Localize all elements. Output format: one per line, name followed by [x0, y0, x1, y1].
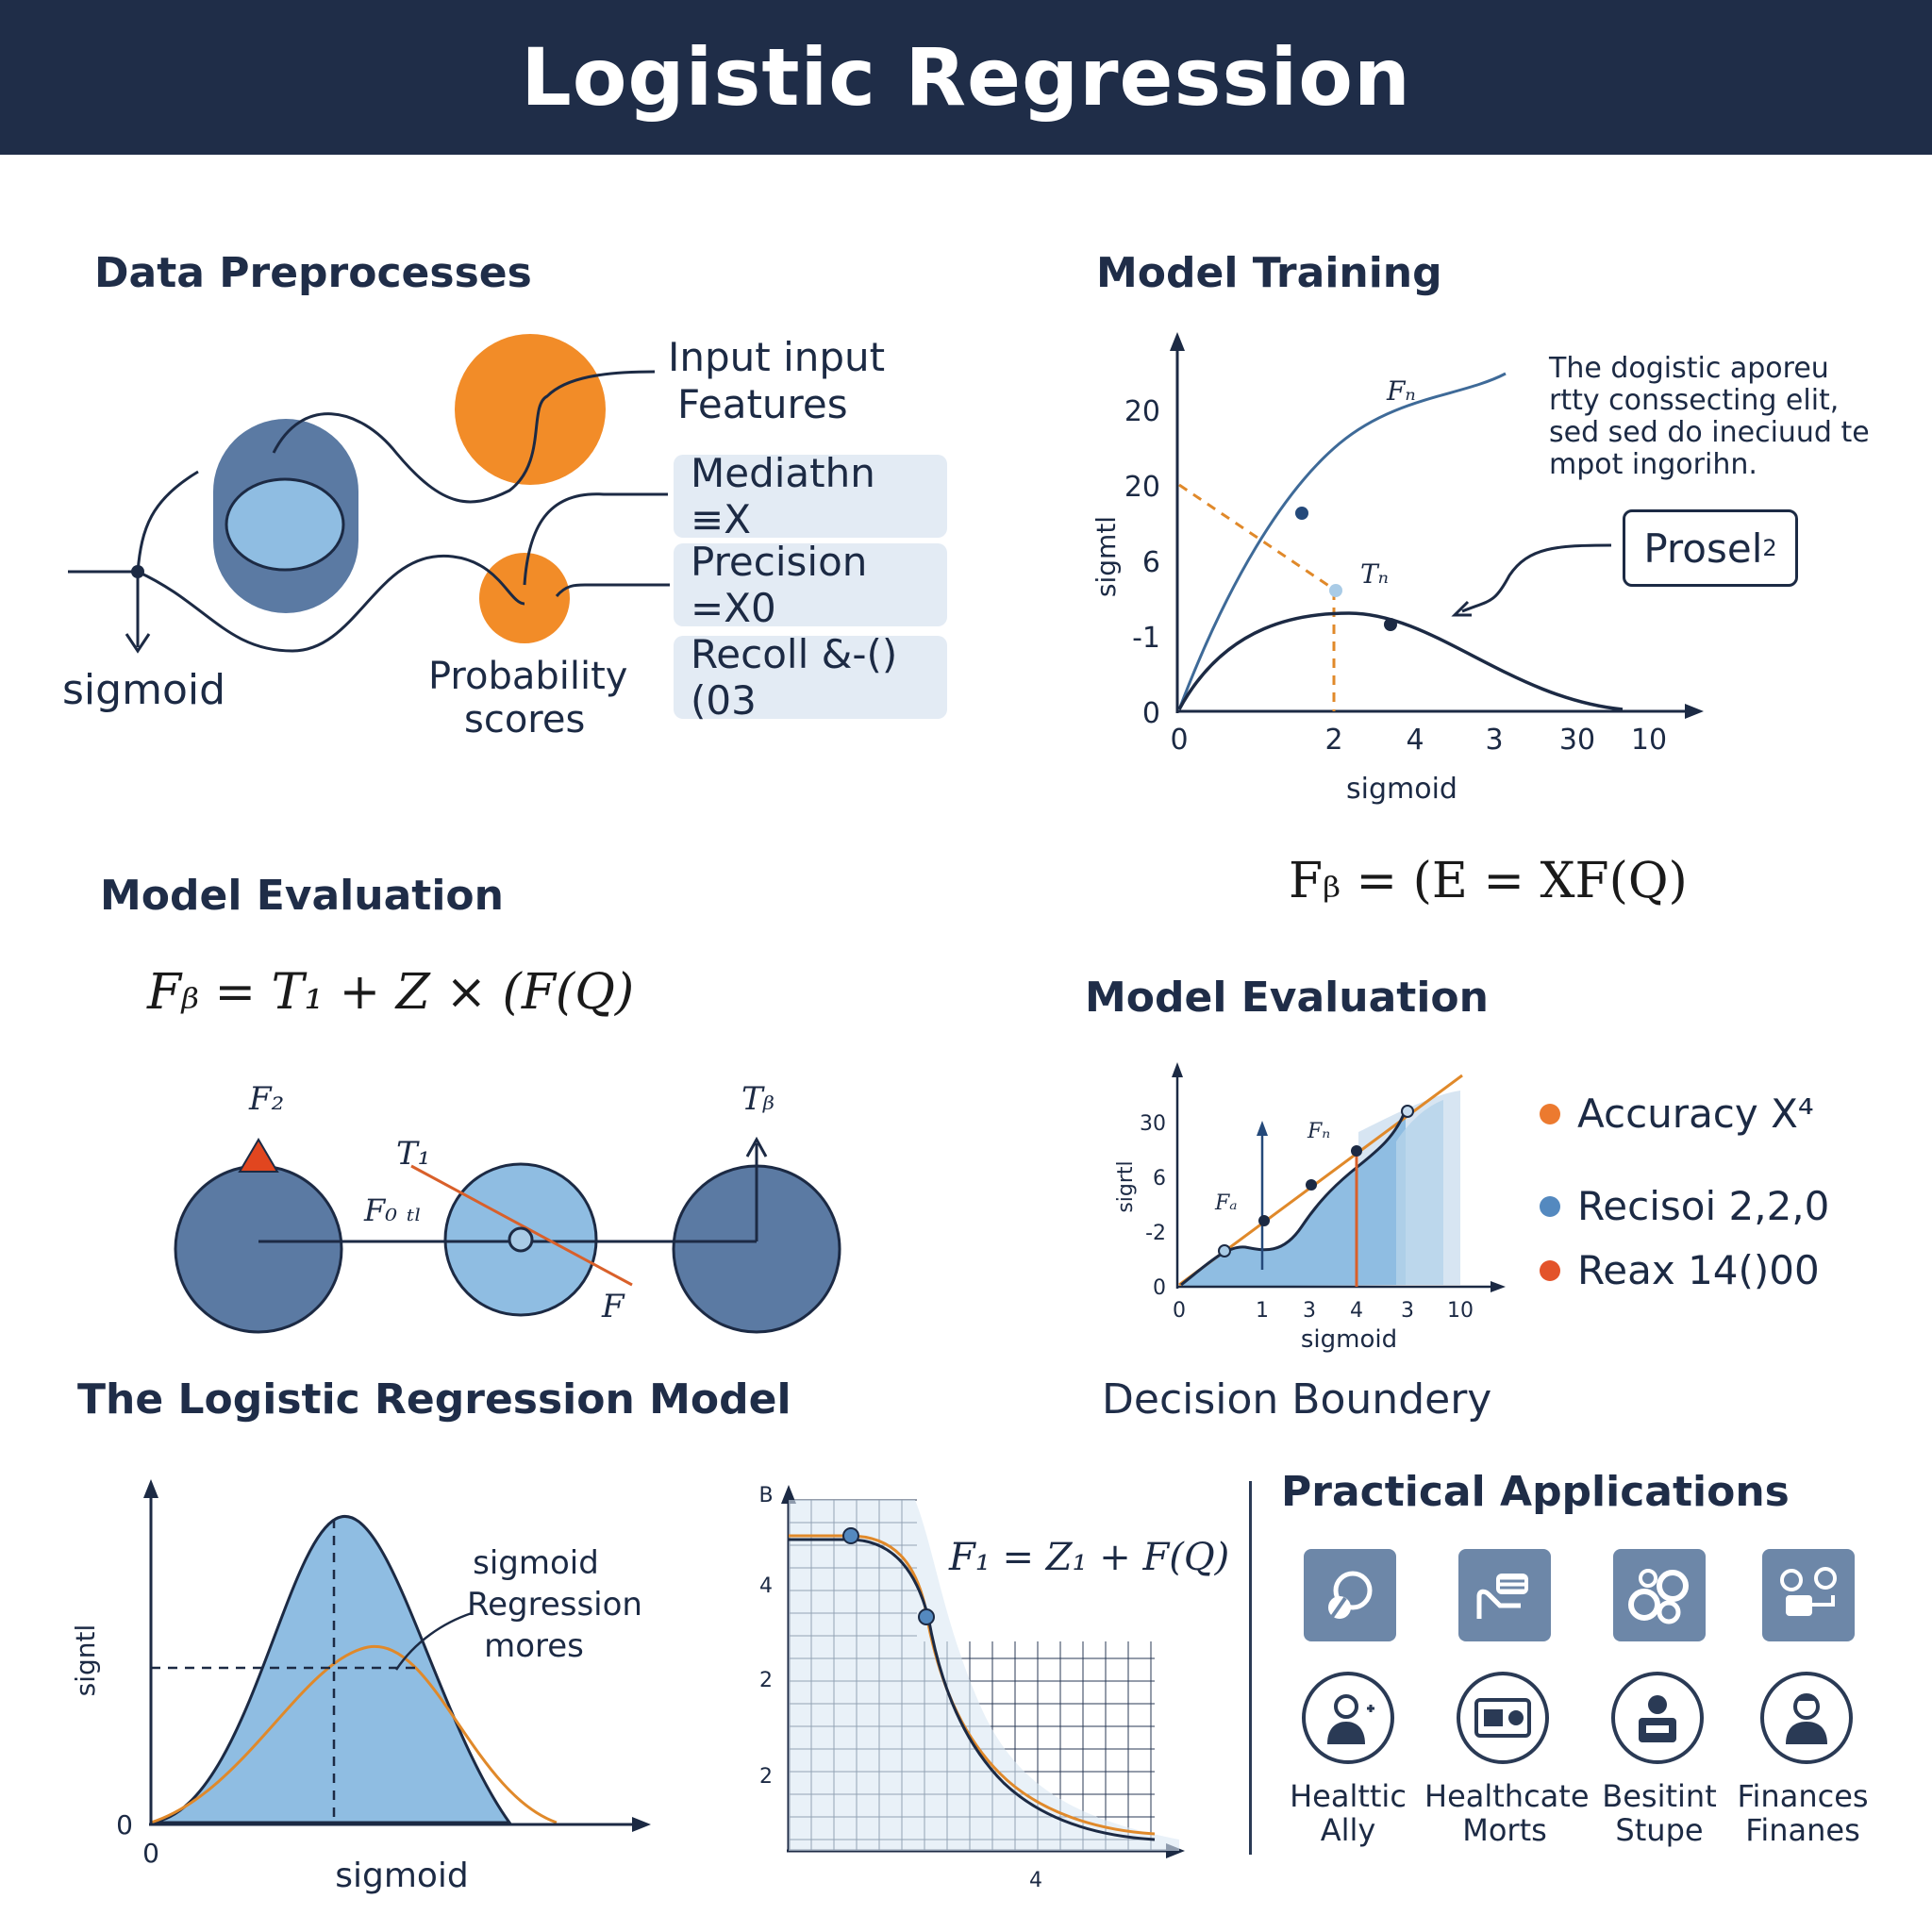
- app-label-line: Morts: [1462, 1812, 1547, 1848]
- evaluation-y-tick: -2: [1145, 1222, 1166, 1245]
- applications-divider: [1249, 1481, 1252, 1855]
- training-x-tick: 30: [1558, 724, 1596, 757]
- training-y-tick: -1: [1132, 622, 1160, 655]
- decision-y-tick: 4: [759, 1574, 773, 1598]
- page-title: Logistic Regression: [521, 31, 1411, 124]
- node-label-tb: Tᵦ: [741, 1080, 775, 1118]
- training-xlabel: sigmoid: [1346, 773, 1457, 806]
- evaluation-label-fa: Fₐ: [1215, 1191, 1238, 1215]
- decision-point: [919, 1609, 934, 1624]
- app-label-line: Healthcate: [1424, 1778, 1590, 1814]
- input-features-label-2: Features: [677, 381, 848, 427]
- evaluation-x-tick: 3: [1401, 1299, 1414, 1323]
- app-label-line: Stupe: [1615, 1812, 1704, 1848]
- hand-card-icon: [1458, 1549, 1551, 1641]
- evaluation-x-tick: 0: [1173, 1299, 1186, 1323]
- decision-y-tick: B: [758, 1484, 774, 1507]
- logistic-annotation-3: mores: [484, 1627, 584, 1665]
- probability-label-2: scores: [464, 698, 586, 741]
- sigmoid-label: sigmoid: [62, 666, 226, 714]
- training-x-tick: 2: [1324, 724, 1343, 757]
- logistic-annotation-2: Regression: [467, 1586, 642, 1624]
- app-label-line: Besitint: [1602, 1778, 1717, 1814]
- section-title-decision: Decision Boundery: [1102, 1375, 1492, 1424]
- evaluation-y-tick: 0: [1153, 1276, 1166, 1300]
- logistic-annotation-1: sigmoid: [473, 1544, 599, 1582]
- metric-box-precision: Precision =X0: [674, 543, 947, 626]
- app-label-line: Ally: [1320, 1812, 1376, 1848]
- metric-box-recall: Recoll &-()(03: [674, 636, 947, 719]
- decision-point: [843, 1528, 858, 1543]
- evaluation-x-tick: 3: [1303, 1299, 1316, 1323]
- section-title-evaluation-right: Model Evaluation: [1085, 974, 1489, 1022]
- logistic-xlabel: sigmoid: [335, 1857, 469, 1895]
- worker-icon: [1611, 1672, 1704, 1764]
- app-label-finances: [1723, 1779, 1883, 1847]
- legend-label: Recisoi 2,2,0: [1577, 1183, 1830, 1229]
- brain-gear-icon: [1304, 1549, 1396, 1641]
- training-y-tick: 20: [1124, 395, 1160, 428]
- evaluation-x-tick: 1: [1256, 1299, 1269, 1323]
- logistic-ylabel: signtl: [70, 1624, 101, 1697]
- training-label-f: Fₙ: [1387, 375, 1416, 407]
- evaluation-y-tick: 6: [1153, 1167, 1166, 1191]
- evaluation-y-tick: 30: [1140, 1112, 1166, 1136]
- training-x-tick: 10: [1630, 724, 1668, 757]
- section-title-applications: Practical Applications: [1281, 1468, 1790, 1516]
- app-label-health-ally: [1268, 1779, 1428, 1847]
- gears-icon: [1613, 1549, 1706, 1641]
- section-title-evaluation-left: Model Evaluation: [100, 872, 504, 920]
- decision-formula: F₁ = Z₁ + F(Q): [949, 1536, 1230, 1579]
- network-icon: [1762, 1549, 1855, 1641]
- app-label-line: Finances: [1737, 1778, 1869, 1814]
- section-title-logistic-model: The Logistic Regression Model: [77, 1375, 791, 1424]
- node-label-f2: F₂: [249, 1080, 285, 1118]
- section-title-training: Model Training: [1096, 249, 1442, 297]
- training-note: The dogistic aporeu rtty conssecting elit, sed sed do ineciuud te mpot ingorihn.: [1549, 352, 1870, 481]
- training-ylabel: sigmtl: [1091, 515, 1122, 598]
- advisor-icon: [1760, 1672, 1853, 1764]
- evaluation-x-tick: 10: [1447, 1299, 1474, 1323]
- evaluation-ylabel: sigrtl: [1114, 1160, 1138, 1213]
- metric-box-mediathn: Mediathn ≡X: [674, 455, 947, 538]
- training-x-tick: 0: [1170, 724, 1189, 757]
- training-y-tick: 0: [1141, 697, 1160, 730]
- evaluation-left-formula: Fᵦ = T₁ + Z × (F(Q): [147, 964, 635, 1021]
- decision-x-tick: 4: [1029, 1869, 1042, 1892]
- legend-label: Reax 14()00: [1577, 1247, 1820, 1293]
- evaluation-x-tick: 4: [1350, 1299, 1363, 1323]
- logistic-origin-x: 0: [142, 1838, 159, 1869]
- decision-y-tick: 2: [759, 1765, 773, 1789]
- app-label-healthcare-morts: [1424, 1778, 1590, 1848]
- badge-sup: 2: [1762, 535, 1777, 561]
- app-label-line: Finanes: [1745, 1812, 1860, 1848]
- id-card-icon: [1457, 1672, 1549, 1764]
- evaluation-xlabel: sigmoid: [1300, 1325, 1398, 1354]
- training-x-tick: 3: [1485, 724, 1504, 757]
- input-features-label-1: Input input: [668, 334, 886, 380]
- training-y-tick: 20: [1124, 471, 1160, 504]
- node-label-f0: F₀ ₜₗ: [364, 1192, 422, 1228]
- decision-y-tick: 2: [759, 1669, 773, 1692]
- training-formula: Fᵦ = (E = XF(Q): [1289, 853, 1688, 909]
- logistic-origin-y: 0: [116, 1809, 133, 1840]
- doctor-icon: [1302, 1672, 1394, 1764]
- section-title-preprocess: Data Preprocesses: [94, 249, 532, 297]
- training-x-tick: 4: [1406, 724, 1424, 757]
- app-label-besitint-stupe: [1579, 1779, 1740, 1847]
- legend-label: Accuracy X⁴: [1577, 1091, 1814, 1137]
- evaluation-label-fn: Fₙ: [1307, 1120, 1331, 1143]
- node-label-f: F: [602, 1288, 625, 1325]
- training-y-tick: 6: [1141, 546, 1160, 579]
- badge-text: Prosel: [1643, 525, 1763, 572]
- node-label-t1: T₁: [396, 1135, 431, 1173]
- app-label-line: Healttic: [1290, 1778, 1407, 1814]
- probability-label-1: Probability: [428, 655, 628, 698]
- training-label-t: Tₙ: [1360, 558, 1390, 590]
